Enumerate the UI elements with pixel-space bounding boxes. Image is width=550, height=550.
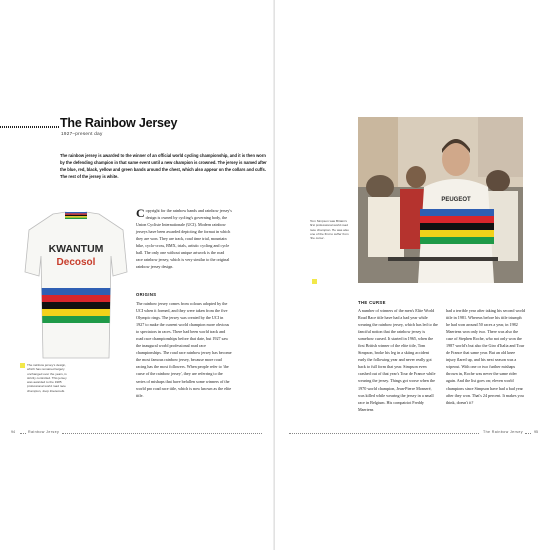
running-head-right: The Rainbow Jersey (483, 430, 523, 434)
body-column-b: The rainbow jersey comes from colours adopted by the UCI when it formed, and they were taken from the five Olympic rings. The jersey was created by the UCI in 1927 to make the current world champion more obvious to spectators in races. There had been world track and road race championships before that date, but 1927 saw the inaugural world professional road race championships. The road race rainbow jersey has become the most famous rainbow jersey, because more road racing has the most followers. When people refer to 'the curse of the rainbow jersey', they are referring to the series of mishaps that have befallen some winners of the world pro road race title, which is now known as the elite title. (136, 301, 232, 398)
intro-paragraph: The rainbow jersey is awarded to the winner of an official world cycling championship, and it is then worn by the defending champion in that same event until a new champion is crowned. The jersey is named after the blue, red, black, yellow and green bands around the chest, which also appear on the collars and cuffs. The rest of the jersey is white. (60, 153, 267, 180)
footer-rule-left-b (62, 433, 262, 434)
photo-jersey-text: PEUGEOT (441, 197, 471, 203)
column-a-text: opyright for the rainbow bands and rainbow jersey's design is owned by cycling's governing body, the Union Cycliste Internationale (UCI). Modern rainbow jerseys have been awarded depicting the format in which they are won. They are track, road time trial, mountain bike, cyclo-cross, BMX, trials, artistic cycling and cycle ball. The only one without unique artwork is the road race rainbow jersey, which is very similar to the original rainbow jersey design. (136, 208, 232, 270)
jersey-caption: The rainbow jersey's design, which has remained largely unchanged over the years, is strictly controlled. This jersey was awarded to the 1985 professional world road race champion, Joop Zoetemelk. (27, 363, 67, 393)
caption-marker-right (312, 279, 317, 284)
footer-rule-left-a (20, 433, 26, 434)
jersey-sponsor-text-2: Decosol (56, 257, 96, 268)
jersey-illustration (23, 208, 129, 364)
curse-heading: THE CURSE (358, 300, 386, 305)
jersey-sponsor-text: KWANTUM (48, 243, 104, 255)
body-column-c: A number of winners of the men's Elite World Road Race title have had a bad year while wearing the rainbow jersey, which has led to the fanciful notion that the rainbow jersey is somehow cursed. It started in 1965, when the first British winner of the elite title, Tom Simpson, broke his leg in a skiing accident early the following year and never really got back to full form that year. Simpson even crashed out of that year's Tour de France while wearing the jersey. Things got worse when the 1970 world champion, Jean-Pierre Monseré, was killed while wearing the jersey in a small race in Belgium. His compatriot Freddy Maertens (358, 308, 438, 412)
right-page (275, 0, 550, 550)
footer-rule-right-b (525, 433, 531, 434)
drop-cap: C (136, 206, 145, 220)
body-column-d: had a terrible year after taking his second world title in 1981. Whereas before his title triumph he had won around 50 races a year, in 1982 Maertens won only two. There was also the case of Stephen Roche, who not only won the 1987 world's but also the Giro d'Italia and Tour de France that same year. But an old knee injury flared up, and his next season was a wipeout. With one or two further mishaps thrown in, Roche was never the same rider again. And the list goes on; eleven world champions since Simpson have had a bad year after they won. That's 24 percent. It makes you think, doesn't it? (446, 308, 526, 405)
body-column-a (136, 207, 232, 270)
running-head-left: Rainbow Jersey (28, 430, 60, 434)
photo-illustration (358, 117, 523, 283)
caption-marker (20, 363, 25, 368)
title-dotted-rule (0, 126, 60, 128)
footer-rule-right-a (289, 433, 479, 434)
tom-simpson-photo (358, 117, 523, 283)
page-number-right: 95 (534, 430, 538, 434)
page-number-left: 94 (11, 430, 15, 434)
photo-caption: Tom Simpson was Britain's first professional world road race champion. He was also one of the first to suffer from 'the curse'. (310, 219, 349, 241)
date-range: 1927–present day (61, 131, 103, 136)
origins-heading: ORIGINS (136, 292, 157, 297)
rainbow-jersey-image (23, 208, 129, 364)
page-title: The Rainbow Jersey (60, 116, 178, 130)
